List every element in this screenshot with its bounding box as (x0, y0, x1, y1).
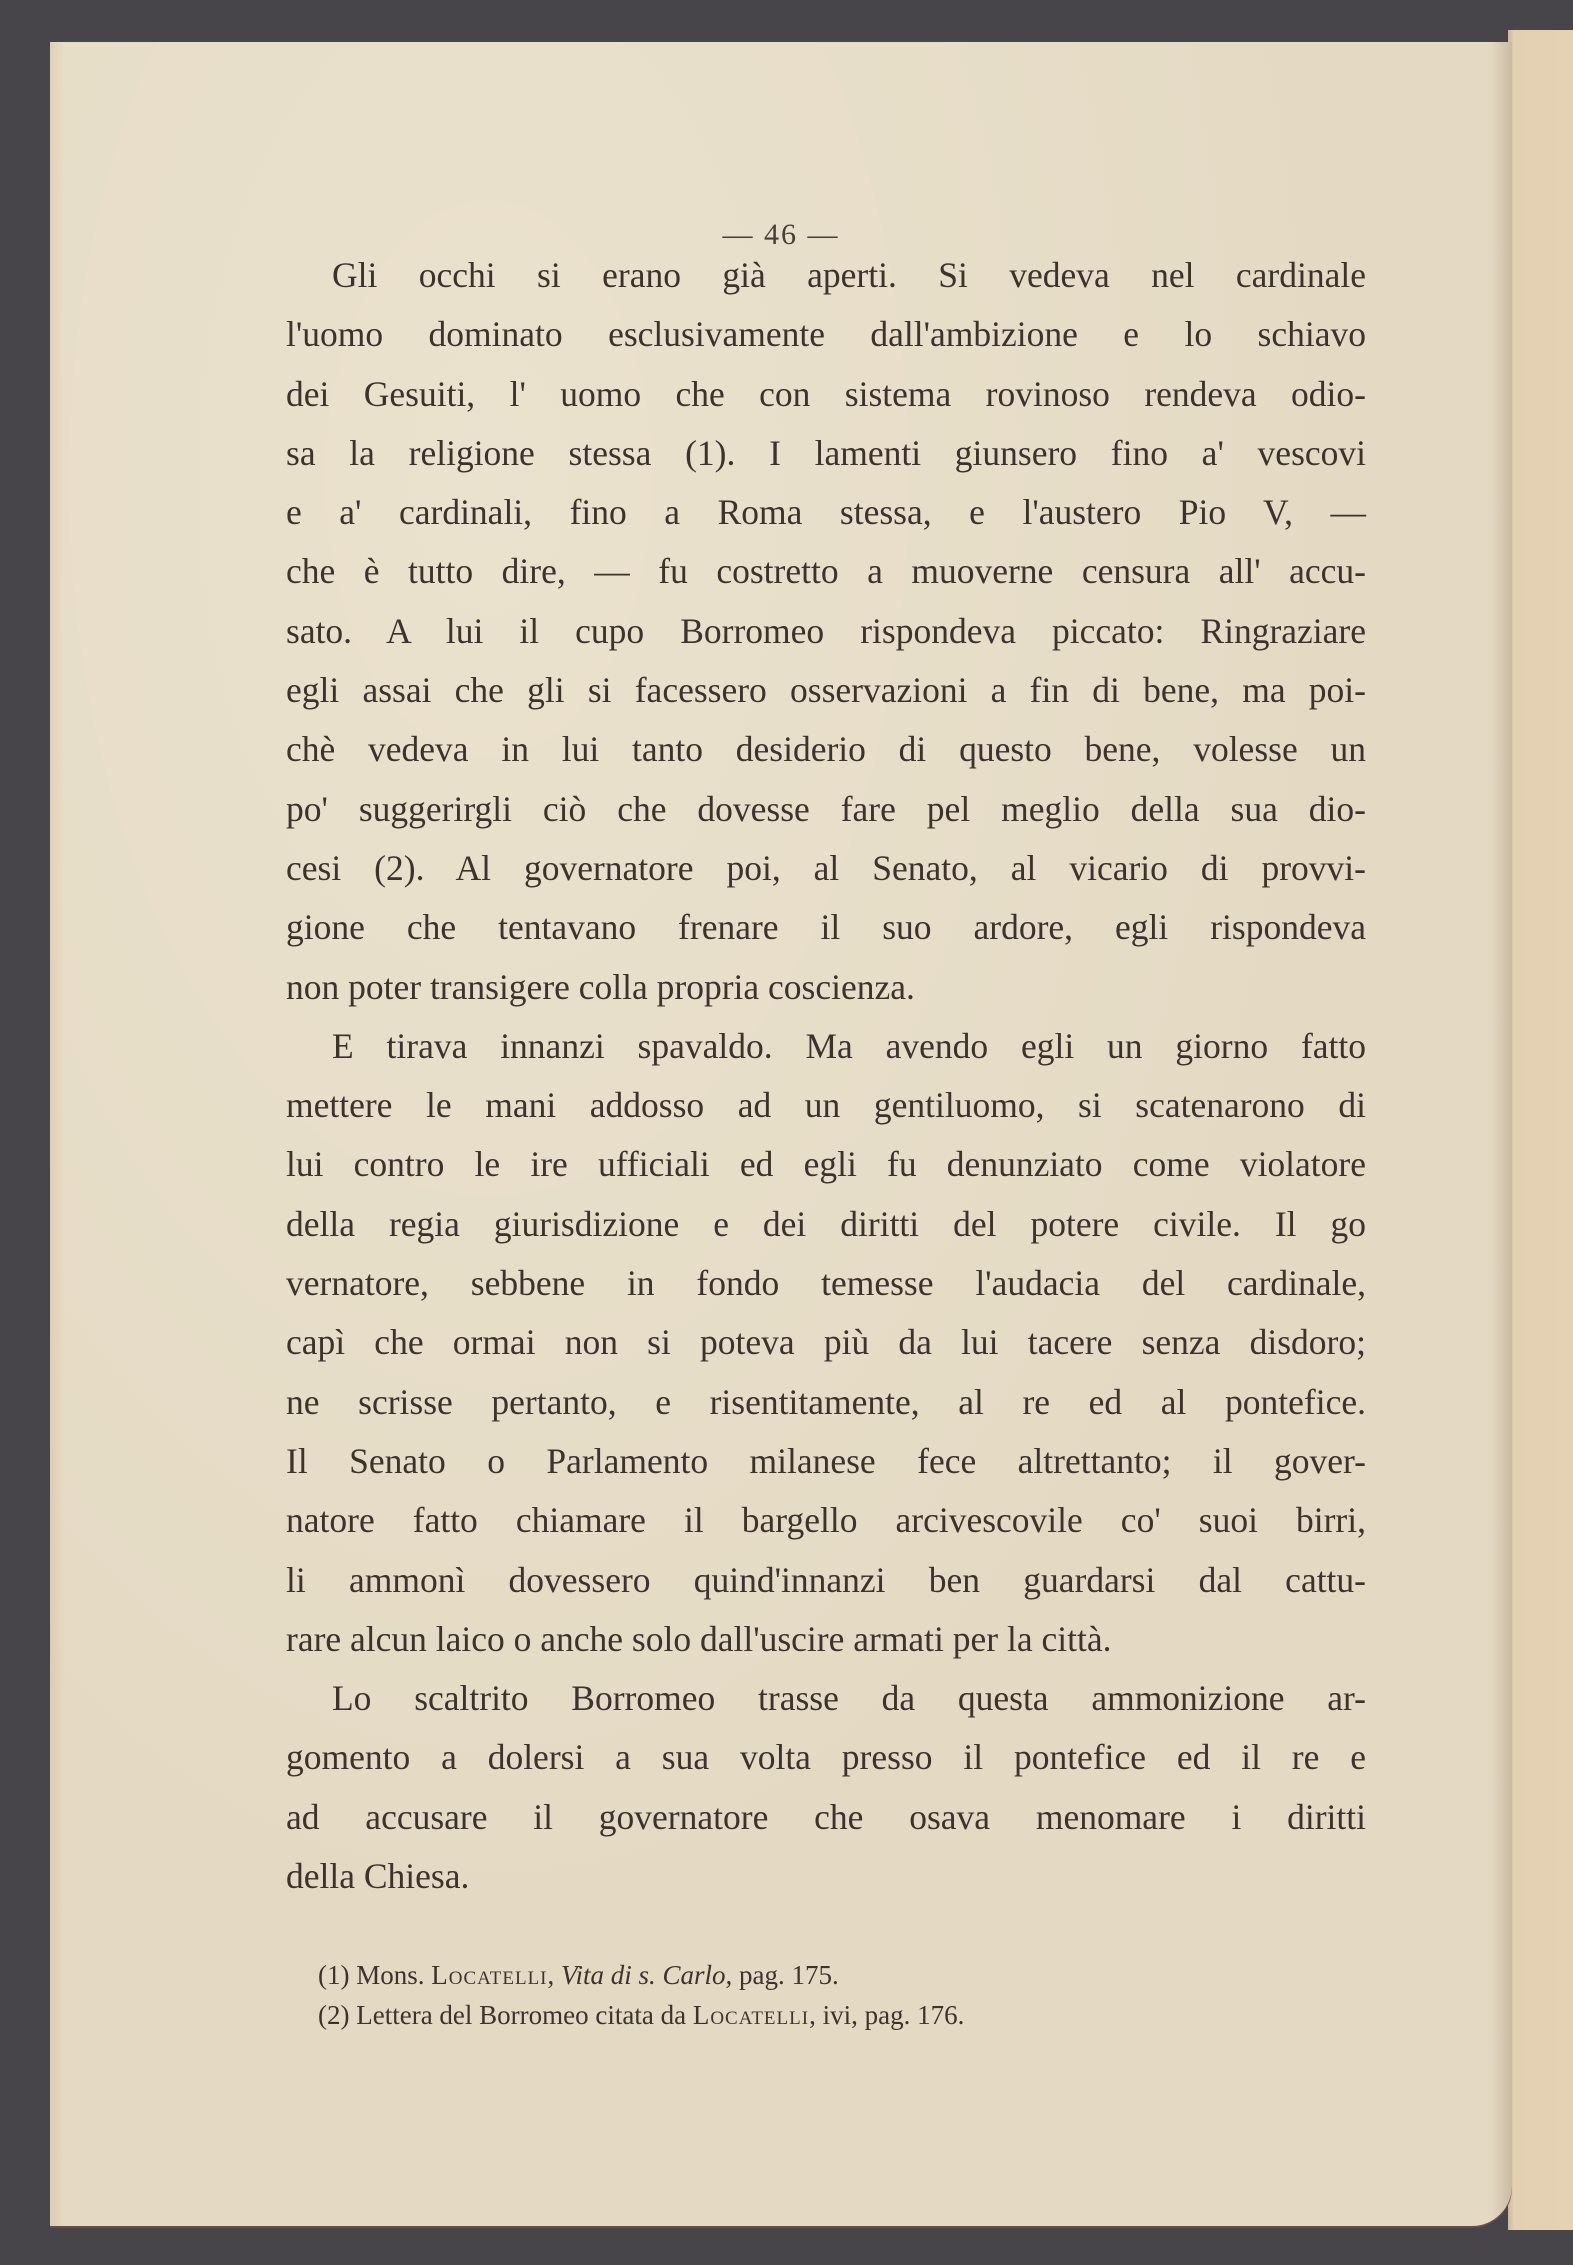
text-line: Lo scaltrito Borromeo trasse da questa ammonizione ar- (332, 1678, 1366, 1719)
text-line: vernatore, sebbene in fondo temesse l'audacia del cardinale, (286, 1263, 1366, 1304)
footnote-prefix: Mons. (356, 1960, 425, 1990)
text-line: dei Gesuiti, l' uomo che con sistema rovinoso rendeva odio- (286, 373, 1366, 414)
footnote-1 (318, 1955, 1278, 1995)
text-line: chè vedeva in lui tanto desiderio di questo bene, volesse un (286, 729, 1366, 770)
footnote-2 (318, 1995, 1278, 2035)
page-number: — 46 — (722, 218, 840, 251)
text-line: sa la religione stessa (1). I lamenti giunsero fino a' vescovi (286, 432, 1366, 473)
text-line: che è tutto dire, — fu costretto a muoverne censura all' accu- (286, 551, 1366, 592)
text-line: natore fatto chiamare il bargello arcivescovile co' suoi birri, (286, 1500, 1366, 1541)
text-line: e a' cardinali, fino a Roma stessa, e l'austero Pio V, — (286, 492, 1366, 533)
text-line: gomento a dolersi a sua volta presso il pontefice ed il re e (286, 1737, 1366, 1778)
text-line: mettere le mani addosso ad un gentiluomo, si scatenarono di (286, 1085, 1366, 1126)
text-line: gione che tentavano frenare il suo ardore, egli rispondeva (286, 907, 1366, 948)
text-line: lui contro le ire ufficiali ed egli fu denunziato come violatore (286, 1144, 1366, 1185)
text-line: rare alcun laico o anche solo dall'uscire armati per la città. (286, 1618, 1112, 1659)
text-line: della regia giurisdizione e dei diritti del potere civile. Il go (286, 1203, 1366, 1244)
text-line: egli assai che gli si facessero osservazioni a fin di bene, ma poi- (286, 670, 1366, 711)
text-line: li ammonì dovessero quind'innanzi ben guardarsi dal cattu- (286, 1559, 1366, 1600)
text-line: po' suggerirgli ciò che dovesse fare pel meglio della sua dio- (286, 788, 1366, 829)
text-line: l'uomo dominato esclusivamente dall'ambizione e lo schiavo (286, 314, 1366, 355)
footnote-title: Vita di s. Carlo, (561, 1960, 733, 1990)
text-line: non poter transigere colla propria coscienza. (286, 966, 915, 1007)
footnote-page: pag. 175. (739, 1960, 839, 1990)
footnote-page: ivi, pag. 176. (822, 2000, 965, 2030)
text-line: Gli occhi si erano già aperti. Si vedeva nel cardinale (332, 255, 1366, 295)
text-line: della Chiesa. (286, 1856, 470, 1897)
footnote-separator: , (547, 1960, 555, 1990)
footnote-author: Locatelli (692, 2000, 810, 2030)
text-line: Il Senato o Parlamento milanese fece altrettanto; il gover- (286, 1440, 1366, 1481)
text-line: ne scrisse pertanto, e risentitamente, al re ed al pontefice. (286, 1381, 1366, 1422)
facing-page-edge (1508, 30, 1573, 2230)
text-line: cesi (2). Al governatore poi, al Senato, al vicario di provvi- (286, 847, 1366, 888)
footnotes (318, 1955, 1278, 2035)
footnote-marker: (1) (318, 1960, 350, 1990)
text-line: capì che ormai non si poteva più da lui tacere senza disdoro; (286, 1322, 1366, 1363)
text-line: E tirava innanzi spavaldo. Ma avendo egli un giorno fatto (332, 1025, 1366, 1066)
body-text (286, 246, 1366, 1906)
footnote-author: Locatelli (431, 1960, 548, 1990)
footnote-prefix: Lettera del Borromeo citata da (356, 2000, 687, 2030)
text-line: ad accusare il governatore che osava menomare i diritti (286, 1796, 1366, 1837)
footnote-separator: , (809, 2000, 816, 2030)
text-line: sato. A lui il cupo Borromeo rispondeva piccato: Ringraziare (286, 610, 1366, 651)
footnote-marker: (2) (318, 2000, 350, 2030)
